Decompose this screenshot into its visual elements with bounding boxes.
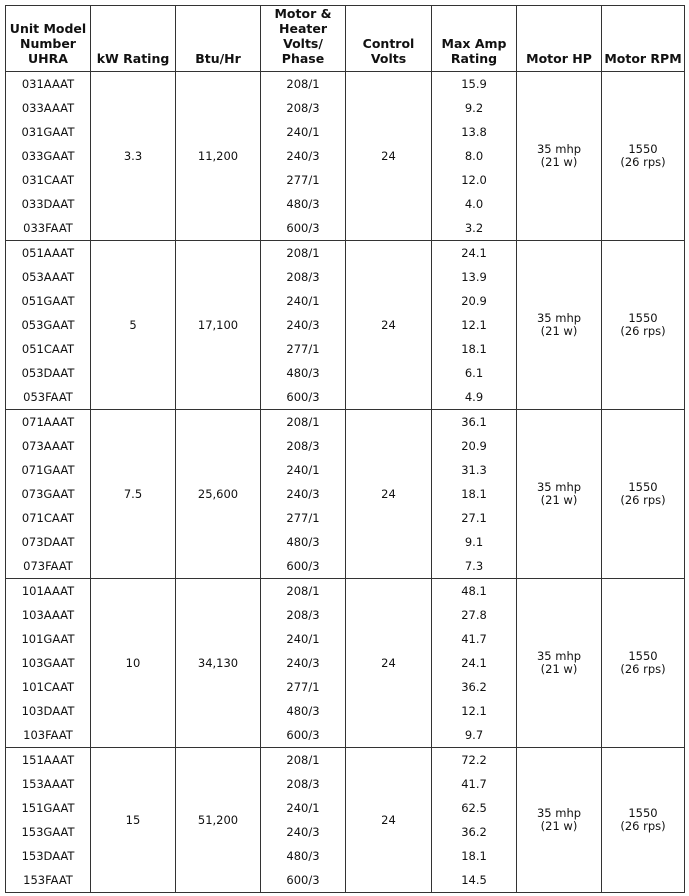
header-volts-phase: Motor & Heater Volts/ Phase <box>261 6 346 72</box>
model-number-cell: 051GAAT <box>6 289 91 313</box>
max-amp-cell: 9.7 <box>432 723 517 748</box>
volts-phase-cell: 480/3 <box>261 530 346 554</box>
volts-phase-cell: 208/3 <box>261 96 346 120</box>
model-number-cell: 153FAAT <box>6 868 91 893</box>
control-volts-cell: 24 <box>346 410 432 579</box>
model-number-cell: 073FAAT <box>6 554 91 579</box>
volts-phase-cell: 277/1 <box>261 506 346 530</box>
btu-hr-cell: 17,100 <box>176 241 261 410</box>
volts-phase-cell: 480/3 <box>261 699 346 723</box>
volts-phase-cell: 600/3 <box>261 385 346 410</box>
motor-rpm-cell: 1550 (26 rps) <box>602 72 685 241</box>
header-row <box>6 6 685 72</box>
table-row <box>6 410 685 435</box>
model-number-cell: 073GAAT <box>6 482 91 506</box>
model-number-cell: 053AAAT <box>6 265 91 289</box>
table-row <box>6 748 685 773</box>
max-amp-cell: 36.2 <box>432 820 517 844</box>
kw-rating-cell: 7.5 <box>91 410 176 579</box>
motor-hp-cell: 35 mhp (21 w) <box>517 410 602 579</box>
volts-phase-cell: 208/1 <box>261 410 346 435</box>
header-motor-rpm: Motor RPM <box>602 6 685 72</box>
volts-phase-cell: 480/3 <box>261 192 346 216</box>
motor-rpm-cell: 1550 (26 rps) <box>602 410 685 579</box>
btu-hr-cell: 34,130 <box>176 579 261 748</box>
model-number-cell: 101AAAT <box>6 579 91 604</box>
max-amp-cell: 13.8 <box>432 120 517 144</box>
volts-phase-cell: 480/3 <box>261 844 346 868</box>
model-number-cell: 101CAAT <box>6 675 91 699</box>
model-number-cell: 153GAAT <box>6 820 91 844</box>
model-number-cell: 071GAAT <box>6 458 91 482</box>
model-number-cell: 033DAAT <box>6 192 91 216</box>
table-row <box>6 72 685 97</box>
volts-phase-cell: 600/3 <box>261 216 346 241</box>
volts-phase-cell: 208/3 <box>261 603 346 627</box>
volts-phase-cell: 208/1 <box>261 72 346 97</box>
model-number-cell: 153DAAT <box>6 844 91 868</box>
volts-phase-cell: 600/3 <box>261 868 346 893</box>
control-volts-cell: 24 <box>346 748 432 893</box>
model-number-cell: 033GAAT <box>6 144 91 168</box>
max-amp-cell: 27.8 <box>432 603 517 627</box>
max-amp-cell: 14.5 <box>432 868 517 893</box>
max-amp-cell: 18.1 <box>432 844 517 868</box>
max-amp-cell: 8.0 <box>432 144 517 168</box>
rating-group <box>6 748 685 893</box>
max-amp-cell: 62.5 <box>432 796 517 820</box>
volts-phase-cell: 240/3 <box>261 313 346 337</box>
model-number-cell: 053DAAT <box>6 361 91 385</box>
header-control-volts: Control Volts <box>346 6 432 72</box>
header-max-amp: Max Amp Rating <box>432 6 517 72</box>
model-number-cell: 031GAAT <box>6 120 91 144</box>
model-number-cell: 053GAAT <box>6 313 91 337</box>
rating-group <box>6 579 685 748</box>
max-amp-cell: 12.1 <box>432 699 517 723</box>
volts-phase-cell: 277/1 <box>261 337 346 361</box>
max-amp-cell: 6.1 <box>432 361 517 385</box>
volts-phase-cell: 240/3 <box>261 144 346 168</box>
volts-phase-cell: 240/1 <box>261 120 346 144</box>
volts-phase-cell: 277/1 <box>261 168 346 192</box>
kw-rating-cell: 10 <box>91 579 176 748</box>
volts-phase-cell: 277/1 <box>261 675 346 699</box>
motor-rpm-cell: 1550 (26 rps) <box>602 748 685 893</box>
volts-phase-cell: 240/1 <box>261 458 346 482</box>
max-amp-cell: 36.1 <box>432 410 517 435</box>
max-amp-cell: 9.1 <box>432 530 517 554</box>
max-amp-cell: 3.2 <box>432 216 517 241</box>
model-number-cell: 071CAAT <box>6 506 91 530</box>
volts-phase-cell: 208/3 <box>261 772 346 796</box>
volts-phase-cell: 240/3 <box>261 651 346 675</box>
model-number-cell: 073DAAT <box>6 530 91 554</box>
btu-hr-cell: 25,600 <box>176 410 261 579</box>
max-amp-cell: 20.9 <box>432 289 517 313</box>
model-number-cell: 151GAAT <box>6 796 91 820</box>
volts-phase-cell: 240/3 <box>261 820 346 844</box>
max-amp-cell: 31.3 <box>432 458 517 482</box>
rating-group <box>6 72 685 241</box>
motor-hp-cell: 35 mhp (21 w) <box>517 579 602 748</box>
max-amp-cell: 18.1 <box>432 482 517 506</box>
max-amp-cell: 24.1 <box>432 651 517 675</box>
rating-group <box>6 410 685 579</box>
motor-hp-cell: 35 mhp (21 w) <box>517 72 602 241</box>
kw-rating-cell: 3.3 <box>91 72 176 241</box>
max-amp-cell: 15.9 <box>432 72 517 97</box>
model-number-cell: 071AAAT <box>6 410 91 435</box>
rating-group <box>6 241 685 410</box>
max-amp-cell: 36.2 <box>432 675 517 699</box>
unit-spec-table <box>5 5 685 893</box>
volts-phase-cell: 480/3 <box>261 361 346 385</box>
motor-rpm-cell: 1550 (26 rps) <box>602 579 685 748</box>
volts-phase-cell: 208/1 <box>261 579 346 604</box>
model-number-cell: 051AAAT <box>6 241 91 266</box>
table-row <box>6 241 685 266</box>
volts-phase-cell: 240/1 <box>261 627 346 651</box>
motor-hp-cell: 35 mhp (21 w) <box>517 748 602 893</box>
volts-phase-cell: 240/3 <box>261 482 346 506</box>
max-amp-cell: 20.9 <box>432 434 517 458</box>
max-amp-cell: 4.9 <box>432 385 517 410</box>
model-number-cell: 031AAAT <box>6 72 91 97</box>
motor-hp-cell: 35 mhp (21 w) <box>517 241 602 410</box>
model-number-cell: 033FAAT <box>6 216 91 241</box>
max-amp-cell: 13.9 <box>432 265 517 289</box>
max-amp-cell: 41.7 <box>432 627 517 651</box>
table-row <box>6 579 685 604</box>
control-volts-cell: 24 <box>346 72 432 241</box>
model-number-cell: 033AAAT <box>6 96 91 120</box>
model-number-cell: 051CAAT <box>6 337 91 361</box>
volts-phase-cell: 208/1 <box>261 748 346 773</box>
model-number-cell: 073AAAT <box>6 434 91 458</box>
volts-phase-cell: 240/1 <box>261 289 346 313</box>
volts-phase-cell: 208/1 <box>261 241 346 266</box>
max-amp-cell: 12.0 <box>432 168 517 192</box>
control-volts-cell: 24 <box>346 241 432 410</box>
header-kw-rating: kW Rating <box>91 6 176 72</box>
model-number-cell: 103DAAT <box>6 699 91 723</box>
max-amp-cell: 4.0 <box>432 192 517 216</box>
volts-phase-cell: 600/3 <box>261 723 346 748</box>
kw-rating-cell: 5 <box>91 241 176 410</box>
btu-hr-cell: 51,200 <box>176 748 261 893</box>
max-amp-cell: 41.7 <box>432 772 517 796</box>
model-number-cell: 031CAAT <box>6 168 91 192</box>
volts-phase-cell: 240/1 <box>261 796 346 820</box>
volts-phase-cell: 208/3 <box>261 265 346 289</box>
max-amp-cell: 24.1 <box>432 241 517 266</box>
model-number-cell: 103AAAT <box>6 603 91 627</box>
model-number-cell: 103GAAT <box>6 651 91 675</box>
max-amp-cell: 48.1 <box>432 579 517 604</box>
model-number-cell: 151AAAT <box>6 748 91 773</box>
max-amp-cell: 9.2 <box>432 96 517 120</box>
header-motor-hp: Motor HP <box>517 6 602 72</box>
kw-rating-cell: 15 <box>91 748 176 893</box>
max-amp-cell: 72.2 <box>432 748 517 773</box>
header-model: Unit Model Number UHRA <box>6 6 91 72</box>
max-amp-cell: 18.1 <box>432 337 517 361</box>
volts-phase-cell: 208/3 <box>261 434 346 458</box>
motor-rpm-cell: 1550 (26 rps) <box>602 241 685 410</box>
model-number-cell: 053FAAT <box>6 385 91 410</box>
max-amp-cell: 12.1 <box>432 313 517 337</box>
header-btu-hr: Btu/Hr <box>176 6 261 72</box>
volts-phase-cell: 600/3 <box>261 554 346 579</box>
control-volts-cell: 24 <box>346 579 432 748</box>
btu-hr-cell: 11,200 <box>176 72 261 241</box>
max-amp-cell: 27.1 <box>432 506 517 530</box>
model-number-cell: 101GAAT <box>6 627 91 651</box>
model-number-cell: 153AAAT <box>6 772 91 796</box>
max-amp-cell: 7.3 <box>432 554 517 579</box>
model-number-cell: 103FAAT <box>6 723 91 748</box>
